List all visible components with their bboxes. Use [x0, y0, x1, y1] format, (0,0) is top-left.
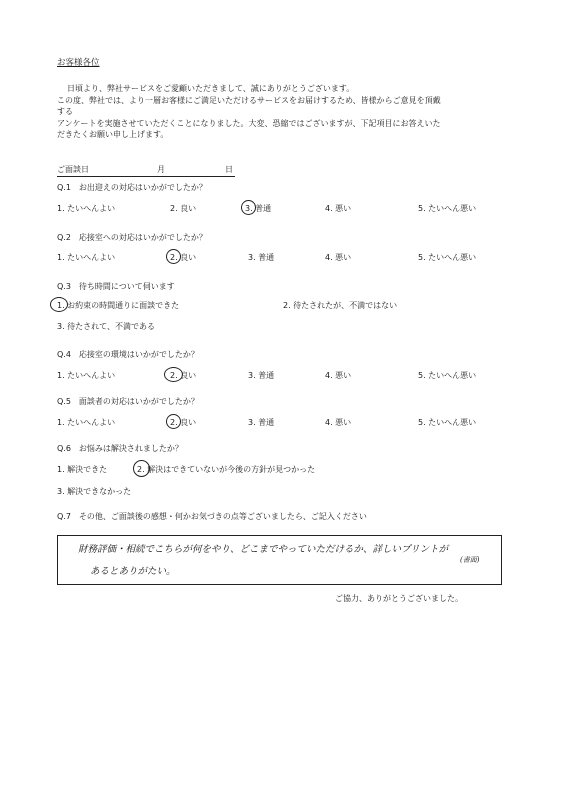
answer-option: 2. 良い	[170, 371, 197, 380]
answer-option: 5. たいへん悪い	[418, 371, 477, 380]
answer-option: 2. 良い	[170, 418, 197, 427]
answer-option: 3. 待たされて、不満である	[57, 322, 156, 331]
answer-option: 1. 解決できた	[57, 465, 108, 474]
answer-option: 1. たいへんよい	[57, 371, 116, 380]
answer-option: 2. 解決はできていないが今後の方針が見つかった	[137, 465, 316, 474]
intro-paragraph	[57, 83, 497, 141]
answer-option: 1. たいへんよい	[57, 204, 116, 213]
question-label: Q.6 お悩みは解決されましたか？	[57, 444, 183, 453]
question-label: Q.4 応接室の環境はいかがでしたか？	[57, 350, 199, 359]
intro-line: 日頃より、弊社サービスをご愛顧いただきまして、誠にありがとうございます。	[67, 84, 355, 93]
handwritten-comment-line: あるとありがたい。	[90, 566, 176, 577]
day-label: 日	[225, 165, 233, 174]
date-label: ご面談日	[57, 165, 89, 174]
intro-line: この度、弊社では、より一層お客様にご満足いただけるサービスをお届けするため、皆様からご意見を頂戴	[57, 95, 441, 105]
question-label: Q.7 その他、ご面談後の感想・何かお気づきの点等ございましたら、ご記入ください	[57, 512, 367, 521]
answer-option: 1. たいへんよい	[57, 418, 116, 427]
answer-option: 1. お約束の時間通りに面談できた	[57, 301, 180, 310]
intro-line: アンケートを実施させていただくことになりました。大変、恐縮ではございますが、下記項目にお答えいた	[57, 118, 441, 128]
month-label: 月	[157, 165, 165, 174]
handwritten-comment-line: 財務評価・相続でこちらが何をやり、どこまでやっていただけるか、詳しいプリントが	[78, 544, 449, 555]
interview-date-line	[57, 165, 235, 177]
answer-option: 4. 悪い	[325, 204, 352, 213]
answer-option: 4. 悪い	[325, 371, 352, 380]
comment-box	[57, 535, 502, 585]
selected-answer-circle	[166, 414, 181, 429]
handwritten-comment-aside: (書面)	[460, 556, 480, 564]
answer-option: 2. 良い	[170, 253, 197, 262]
answer-option: 2. 待たされたが、不満ではない	[283, 301, 398, 310]
answer-option: 5. たいへん悪い	[418, 204, 477, 213]
selected-answer-circle	[164, 367, 183, 382]
closing-thanks: ご協力、ありがとうございました。	[335, 594, 463, 603]
question-label: Q.5 面談者の対応はいかがでしたか？	[57, 397, 199, 406]
answer-option: 3. 普通	[248, 253, 275, 262]
selected-answer-circle	[50, 297, 68, 312]
answer-option: 4. 悪い	[325, 418, 352, 427]
answer-option: 3. 普通	[248, 418, 275, 427]
answer-option: 3. 解決できなかった	[57, 487, 132, 496]
selected-answer-circle	[166, 249, 181, 264]
greeting: お客様各位	[57, 58, 100, 68]
answer-option: 5. たいへん悪い	[418, 418, 477, 427]
answer-option: 3. 普通	[248, 371, 275, 380]
selected-answer-circle	[133, 460, 150, 477]
question-label: Q.2 応接室への対応はいかがでしたか？	[57, 233, 207, 242]
intro-line: だきたくお願い申し上げます。	[57, 130, 169, 139]
question-label: Q.1 お出迎えの対応はいかがでしたか？	[57, 183, 207, 192]
answer-option: 5. たいへん悪い	[418, 253, 477, 262]
answer-option: 4. 悪い	[325, 253, 352, 262]
selected-answer-circle	[241, 200, 256, 215]
answer-option: 3. 普通	[245, 204, 272, 213]
answer-option: 2. 良い	[170, 204, 197, 213]
answer-option: 1. たいへんよい	[57, 253, 116, 262]
question-label: Q.3 待ち時間について伺います	[57, 282, 175, 291]
intro-line: する	[57, 107, 73, 116]
